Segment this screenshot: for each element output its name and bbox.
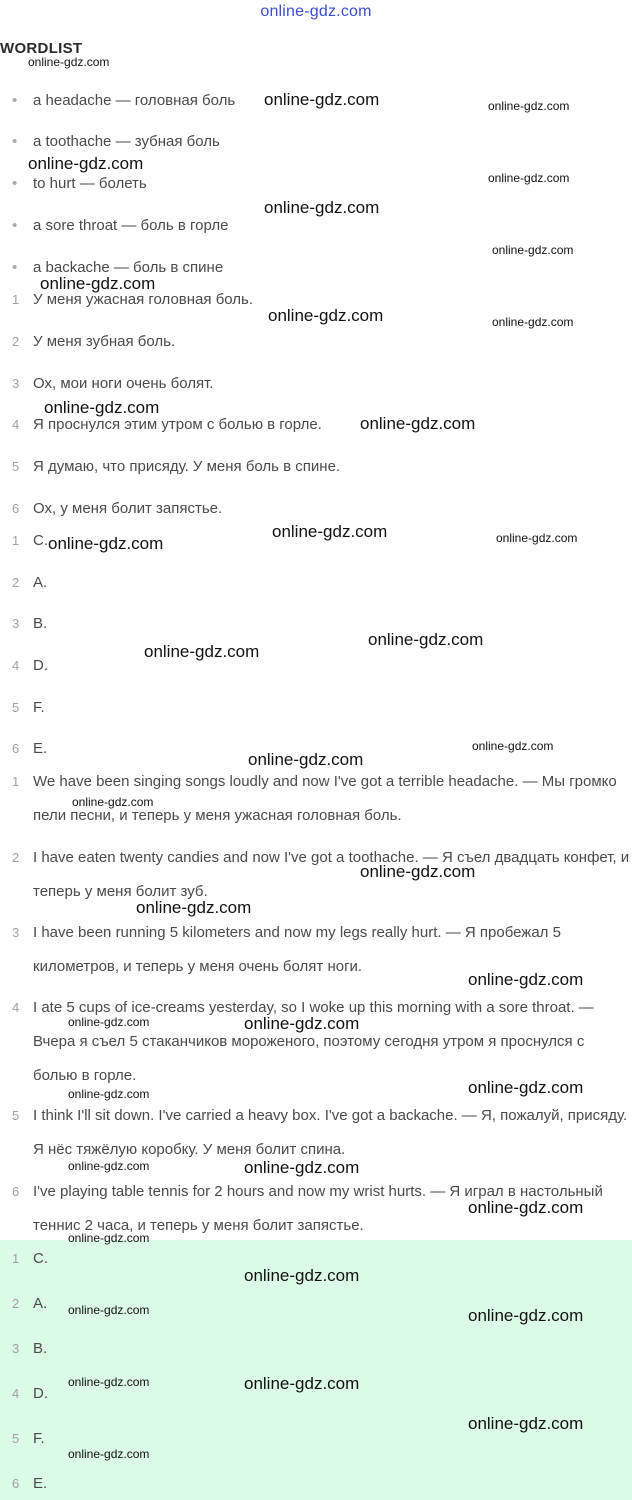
watermark: online-gdz.com	[144, 642, 260, 661]
watermark: online-gdz.com	[68, 1087, 150, 1101]
answer-letter: F.	[33, 699, 45, 716]
answer-letter: D.	[33, 657, 48, 674]
watermark: online-gdz.com	[268, 306, 384, 325]
item-number: 4	[12, 658, 20, 673]
answer-letter: A.	[33, 574, 48, 591]
watermark: online-gdz.com	[68, 1231, 150, 1245]
wordlist-heading: WORDLIST	[0, 40, 83, 57]
translation-text: У меня зубная боль.	[33, 333, 176, 350]
item-number: 1	[12, 774, 20, 789]
watermark: online-gdz.com	[68, 1303, 150, 1317]
watermark: online-gdz.com	[492, 315, 574, 329]
item-number: 5	[12, 1108, 20, 1123]
wordlist-item-text: to hurt — болеть	[33, 175, 147, 192]
watermark: online-gdz.com	[248, 750, 364, 769]
answer-letter: B.	[33, 1340, 48, 1357]
watermark: online-gdz.com	[468, 1306, 584, 1325]
sentence-text: We have been singing songs loudly and now I've got a terrible headache. — Мы громко пели песни, и теперь у меня ужасная головная боль.	[33, 773, 617, 824]
watermark: online-gdz.com	[244, 1158, 360, 1177]
wordlist-item-text: a sore throat — боль в горле	[33, 217, 229, 234]
answer-letter: C.	[33, 532, 48, 549]
watermark: online-gdz.com	[368, 630, 484, 649]
item-number: 5	[12, 700, 20, 715]
wordlist-item-text: a toothache — зубная боль	[33, 133, 220, 150]
answer-letter: E.	[33, 740, 48, 757]
site-header-link[interactable]: online-gdz.com	[260, 3, 372, 20]
item-number: 3	[12, 616, 20, 631]
watermark: online-gdz.com	[244, 1014, 360, 1033]
sentence-text: I have eaten twenty candies and now I've got a toothache. — Я съел двадцать конфет, и теперь у меня болит зуб.	[33, 849, 630, 900]
watermark: online-gdz.com	[468, 1414, 584, 1433]
sentence-text: I have been running 5 kilometers and now my legs really hurt. — Я пробежал 5 километров, и теперь у меня очень болят ноги.	[33, 924, 561, 975]
watermark: online-gdz.com	[496, 531, 578, 545]
watermark: online-gdz.com	[472, 739, 554, 753]
watermark: online-gdz.com	[68, 1015, 150, 1029]
watermark: online-gdz.com	[264, 90, 380, 109]
wordlist-item-text: a backache — боль в спине	[33, 259, 224, 276]
item-number: 1	[12, 1251, 20, 1266]
translation-text: У меня ужасная головная боль.	[33, 291, 254, 308]
watermark: online-gdz.com	[468, 1078, 584, 1097]
translation-text: Ох, мои ноги очень болят.	[33, 375, 214, 392]
bullet-marker: •	[12, 92, 18, 109]
watermark: online-gdz.com	[360, 414, 476, 433]
watermark: online-gdz.com	[468, 970, 584, 989]
translation-text: Я думаю, что присяду. У меня боль в спине.	[33, 458, 341, 475]
watermark: online-gdz.com	[40, 274, 156, 293]
item-number: 1	[12, 292, 20, 307]
answer-letter: D.	[33, 1385, 48, 1402]
watermark: online-gdz.com	[468, 1198, 584, 1217]
item-number: 3	[12, 1341, 20, 1356]
item-number: 3	[12, 925, 20, 940]
item-number: 2	[12, 1296, 20, 1311]
item-number: 3	[12, 376, 20, 391]
answer-letter: A.	[33, 1295, 48, 1312]
item-number: 2	[12, 334, 20, 349]
translation-text: Ох, у меня болит запястье.	[33, 500, 223, 517]
watermark: online-gdz.com	[488, 171, 570, 185]
sentence-text: I ate 5 cups of ice-creams yesterday, so I woke up this morning with a sore throat. — Вчера я съел 5 стаканчиков мороженого, поэтому сегодня утром я проснулся с болью в горле.	[33, 999, 594, 1084]
watermark: online-gdz.com	[68, 1159, 150, 1173]
item-number: 1	[12, 533, 20, 548]
watermark: online-gdz.com	[28, 154, 144, 173]
item-number: 2	[12, 575, 20, 590]
watermark: online-gdz.com	[244, 1266, 360, 1285]
bullet-marker: •	[12, 133, 18, 150]
item-number: 6	[12, 1476, 20, 1491]
watermark: online-gdz.com	[244, 1374, 360, 1393]
watermark: online-gdz.com	[360, 862, 476, 881]
item-number: 5	[12, 1431, 20, 1446]
item-number: 4	[12, 1386, 20, 1401]
watermark: online-gdz.com	[28, 55, 110, 69]
item-number: 6	[12, 1184, 20, 1199]
watermark: online-gdz.com	[68, 1447, 150, 1461]
watermark: online-gdz.com	[44, 398, 160, 417]
watermark: online-gdz.com	[264, 198, 380, 217]
item-number: 4	[12, 417, 20, 432]
watermark: online-gdz.com	[136, 898, 252, 917]
watermark: online-gdz.com	[492, 243, 574, 257]
watermark: online-gdz.com	[488, 99, 570, 113]
watermark: online-gdz.com	[48, 534, 164, 553]
bullet-marker: •	[12, 217, 18, 234]
item-number: 5	[12, 459, 20, 474]
answer-letter: E.	[33, 1475, 48, 1492]
watermark: online-gdz.com	[272, 522, 388, 541]
watermark: online-gdz.com	[68, 1375, 150, 1389]
bullet-marker: •	[12, 259, 18, 276]
bullet-marker: •	[12, 175, 18, 192]
sentence-text: I think I'll sit down. I've carried a heavy box. I've got a backache. — Я, пожалуй, присяду. Я нёс тяжёлую коробку. У меня болит спина.	[33, 1107, 628, 1158]
answer-letter: F.	[33, 1430, 45, 1447]
item-number: 4	[12, 1000, 20, 1015]
answer-letter: C.	[33, 1250, 48, 1267]
item-number: 2	[12, 850, 20, 865]
item-number: 6	[12, 501, 20, 516]
item-number: 6	[12, 741, 20, 756]
answer-letter: B.	[33, 615, 48, 632]
translation-text: Я проснулся этим утром с болью в горле.	[33, 416, 322, 433]
sentence-text: I've playing table tennis for 2 hours and now my wrist hurts. — Я играл в настольный теннис 2 часа, и теперь у меня болит запястье.	[33, 1183, 603, 1234]
watermark: online-gdz.com	[72, 795, 154, 809]
wordlist-item-text: a headache — головная боль	[33, 92, 236, 109]
